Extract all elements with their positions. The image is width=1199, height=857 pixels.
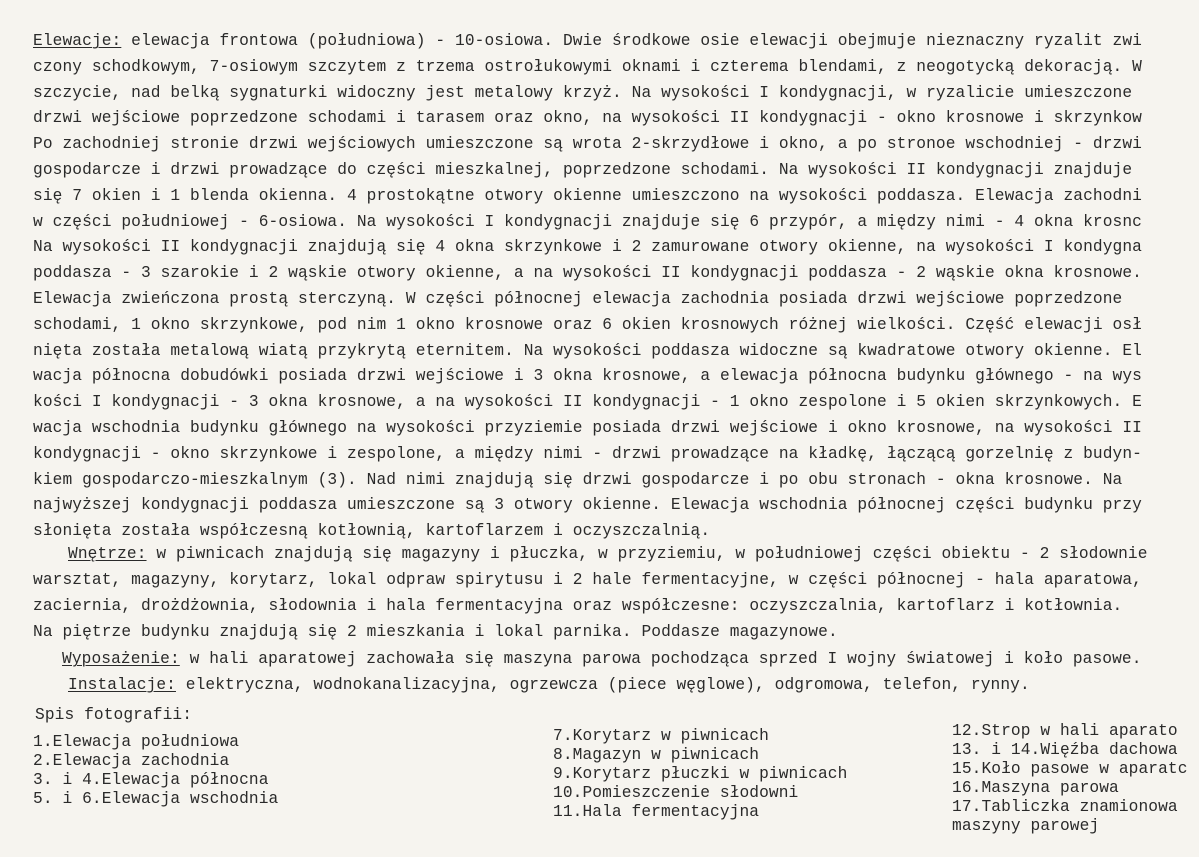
elewacje-text-line bbox=[33, 444, 1142, 464]
elewacje-text-line bbox=[33, 237, 1142, 257]
elewacje-text-line bbox=[33, 108, 1142, 128]
elewacje-line-text: kiem gospodarczo-mieszkalnym (3). Nad nimi znajdują się drzwi gospodarcze i po obu stronach - okna krosnowe. Na bbox=[33, 470, 1123, 489]
elewacje-line-text: się 7 okien i 1 blenda okienna. 4 prostokątne otwory okienne umieszczono na wysokości poddasza. Elewacja zachodni bbox=[33, 186, 1142, 205]
elewacje-text-line bbox=[33, 366, 1142, 386]
wnetrze-line-text: Na piętrze budynku znajdują się 2 mieszkania i lokal parnika. Poddasze magazynowe. bbox=[33, 623, 838, 641]
elewacje-line-text: szczycie, nad belką sygnaturki widoczny jest metalowy krzyż. Na wysokości I kondygnacji, w ryzalicie umieszczone bbox=[33, 83, 1133, 102]
elewacje-line-text: słonięta została współczesną kotłownią, kartoflarzem i oczyszczalnią. bbox=[33, 522, 711, 541]
photo-list-item: 9.Korytarz płuczki w piwnicach bbox=[553, 765, 848, 783]
photo-list-item: 5. i 6.Elewacja wschodnia bbox=[33, 790, 279, 808]
elewacje-text-line bbox=[33, 160, 1132, 180]
elewacje-text-line bbox=[33, 341, 1142, 361]
elewacje-text-line bbox=[33, 418, 1142, 438]
elewacje-text-line bbox=[33, 212, 1142, 232]
elewacje-line-text: kondygnacji - okno skrzynkowe i zespolone, a między nimi - drzwi prowadzące na kładkę, łączącą gorzelnię z budyn- bbox=[33, 444, 1142, 463]
wnetrze-line-text: w piwnicach znajdują się magazyny i płuczka, w przyziemiu, w południowej części obiektu - 2 słodownie bbox=[146, 545, 1148, 563]
elewacje-line-text: drzwi wejściowe poprzedzone schodami i tarasem oraz okno, na wysokości II kondygnacji - okno krosnowe i skrzynkow bbox=[33, 109, 1142, 128]
elewacje-line-text: Elewacja zwieńczona prostą sterczyną. W części północnej elewacja zachodnia posiada drzwi wejściowe poprzedzone bbox=[33, 290, 1123, 308]
photo-list-item: 17.Tabliczka znamionowa bbox=[952, 798, 1178, 816]
photo-list-item: maszyny parowej bbox=[952, 817, 1100, 835]
elewacje-line-text: Po zachodniej stronie drzwi wejściowych umieszczone są wrota 2-skrzydłowe i okno, a po stronoe wschodniej - drzwi bbox=[33, 135, 1142, 154]
elewacje-text-line bbox=[33, 315, 1142, 335]
elewacje-text-line bbox=[33, 31, 1142, 51]
photo-list-item: 13. i 14.Więźba dachowa bbox=[952, 741, 1178, 759]
elewacje-line-text: kości I kondygnacji - 3 okna krosnowe, a na wysokości II kondygnacji - 1 okno zespolone i 5 okien skrzynkowych. E bbox=[33, 393, 1142, 412]
elewacje-text-line bbox=[33, 83, 1132, 103]
elewacje-line-text: nięta została metalową wiatą przykrytą eternitem. Na wysokości poddasza widoczne są kwadratowe otwory okienne. El bbox=[33, 341, 1142, 360]
photo-list-item: 7.Korytarz w piwnicach bbox=[553, 727, 769, 745]
wnetrze-line-text: zacierniа, drożdżownia, słodownia i hala fermentacyjna oraz współczesne: oczyszczalnia, kartoflarz i kotłownia. bbox=[33, 597, 1123, 615]
elewacje-line-text: czony schodkowym, 7-osiowym szczytem z trzema ostrołukowymi oknami i czterema blendami, z neogotycką dekoracją. W bbox=[33, 57, 1142, 76]
elewacje-line-text: w części południowej - 6-osiowa. Na wysokości I kondygnacji znajduje się 6 przypór, a między nimi - 4 okna krosnc bbox=[33, 212, 1142, 231]
photo-list-item: 1.Elewacja południowa bbox=[33, 733, 240, 751]
wnetrze-line-text: warsztat, magazyny, korytarz, lokal odpraw spirytusu i 2 hale fermentacyjne, w części północnej - hala aparatowa, bbox=[33, 571, 1142, 589]
elewacje-line-text: wacja wschodnia budynku głównego na wysokości przyziemie posiada drzwi wejściowe i okno krosnowe, na wysokości II bbox=[33, 419, 1142, 437]
photo-list-item: 12.Strop w hali aparato bbox=[952, 722, 1178, 740]
instalacje-heading: Instalacje: bbox=[68, 676, 176, 694]
instalacje-line bbox=[68, 675, 1030, 695]
photo-list-item: 2.Elewacja zachodnia bbox=[33, 752, 230, 770]
elewacje-line-text: najwyższej kondygnacji poddasza umieszczone są 3 otwory okienne. Elewacja wschodnia północnej części budynku przy bbox=[33, 496, 1142, 515]
photo-list-item: 3. i 4.Elewacja północna bbox=[33, 771, 269, 789]
elewacje-line-text: Na wysokości II kondygnacji znajdują się 4 okna skrzynkowe i 2 zamurowane otwory okienne, na wysokości I kondygna bbox=[33, 238, 1142, 257]
photo-list-item: 10.Pomieszczenie słodowni bbox=[553, 784, 799, 802]
spis-heading: Spis fotografii: bbox=[35, 706, 193, 724]
photo-list-item: 16.Maszyna parowa bbox=[952, 779, 1119, 797]
instalacje-text: elektryczna, wodnokanalizacyjna, ogrzewcza (piece węglowe), odgromowa, telefon, rynny. bbox=[175, 676, 1030, 694]
wnetrze-text-line bbox=[33, 622, 838, 642]
elewacje-line-text: elewacja frontowa (południowa) - 10-osiowa. Dwie środkowe osie elewacji obejmuje nieznaczny ryzalit zwi bbox=[121, 32, 1142, 50]
elewacje-text-line bbox=[33, 57, 1142, 77]
elewacje-heading: Elewacje: bbox=[33, 32, 122, 50]
elewacje-text-line bbox=[33, 470, 1122, 490]
elewacje-text-line bbox=[33, 134, 1142, 154]
elewacje-line-text: gospodarcze i drzwi prowadzące do części mieszkalnej, poprzedzone schodami. Na wysokości II kondygnacji znajduje bbox=[33, 161, 1133, 179]
elewacje-text-line bbox=[33, 289, 1122, 309]
photo-list-item: 8.Magazyn w piwnicach bbox=[553, 746, 760, 764]
wyposazenie-text: w hali aparatowej zachowała się maszyna parowa pochodząca sprzed I wojny światowej i koło pasowe. bbox=[179, 650, 1142, 668]
elewacje-line-text: schodami, 1 okno skrzynkowe, pod nim 1 okno krosnowe oraz 6 okien krosnowych różnej wielkości. Część elewacji osł bbox=[33, 315, 1142, 334]
elewacje-text-line bbox=[33, 521, 710, 541]
elewacje-text-line bbox=[33, 392, 1142, 412]
photo-list-item: 15.Koło pasowe w aparatc bbox=[952, 760, 1188, 778]
elewacje-text-line bbox=[33, 263, 1142, 283]
elewacje-line-text: poddasza - 3 szarokie i 2 wąskie otwory okienne, a na wysokości II kondygnacji poddasza - 2 wąskie okna krosnowe. bbox=[33, 264, 1142, 283]
elewacje-text-line bbox=[33, 186, 1142, 206]
photo-list-item: 11.Hala fermentacyjna bbox=[553, 803, 760, 821]
wyposazenie-line bbox=[62, 649, 1142, 669]
wnetrze-text-line bbox=[33, 570, 1142, 590]
wyposazenie-heading: Wyposażenie: bbox=[62, 650, 180, 668]
wnetrze-text-line bbox=[68, 544, 1148, 564]
wnetrze-text-line bbox=[33, 596, 1122, 616]
elewacje-text-line bbox=[33, 495, 1142, 515]
wnetrze-heading: Wnętrze: bbox=[68, 545, 147, 563]
elewacje-line-text: wacja północna dobudówki posiada drzwi wejściowe i 3 okna krosnowe, a elewacja północna budynku głównego - na wys bbox=[33, 367, 1142, 386]
